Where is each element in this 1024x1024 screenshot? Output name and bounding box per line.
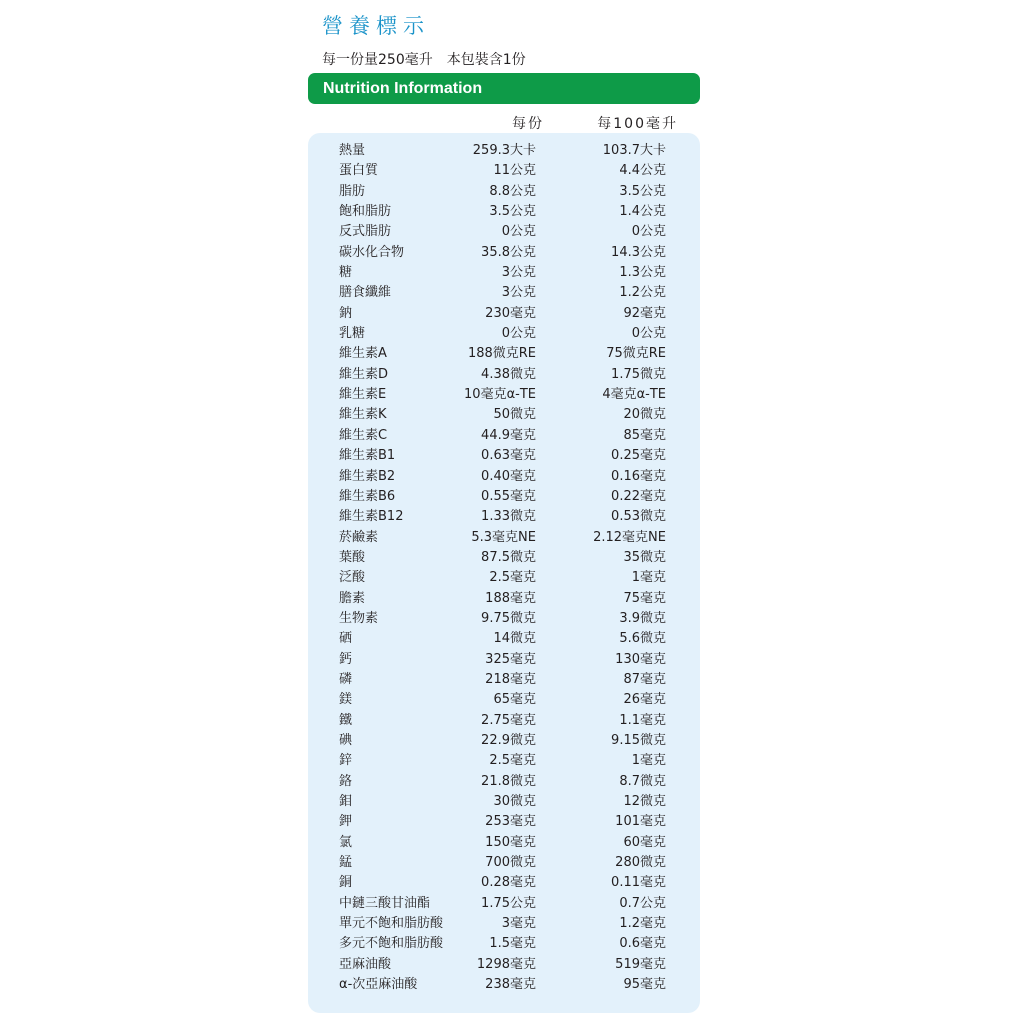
per-100ml-value: 0.22毫克 <box>611 488 666 504</box>
per-serving-value: 1.33微克 <box>481 509 536 525</box>
per-100ml-value: 1.4公克 <box>619 204 666 220</box>
table-row <box>0 528 1024 548</box>
table-row <box>0 344 1024 364</box>
per-serving-value: 3.5公克 <box>489 204 536 220</box>
per-100ml-value: 85毫克 <box>623 427 666 443</box>
nutrient-name: 維生素K <box>339 407 387 423</box>
nutrient-name: 生物素 <box>339 610 379 626</box>
table-row <box>0 243 1024 263</box>
per-100ml-value: 1.1毫克 <box>619 712 666 728</box>
per-100ml-value: 87毫克 <box>623 671 666 687</box>
per-serving-value: 2.5毫克 <box>489 753 536 769</box>
per-100ml-value: 280微克 <box>615 855 666 871</box>
table-row <box>0 690 1024 710</box>
nutrient-name: 磷 <box>339 671 353 687</box>
per-serving-value: 1298毫克 <box>476 956 536 972</box>
nutrient-name: 鈉 <box>339 305 353 321</box>
per-serving-value: 3公克 <box>501 265 536 281</box>
table-row <box>0 853 1024 873</box>
per-serving-value: 11公克 <box>493 163 536 179</box>
table-row <box>0 894 1024 914</box>
table-row <box>0 182 1024 202</box>
table-row <box>0 792 1024 812</box>
per-100ml-value: 8.7微克 <box>619 773 666 789</box>
table-row <box>0 975 1024 995</box>
table-row <box>0 812 1024 832</box>
nutrient-name: 單元不飽和脂肪酸 <box>339 916 444 932</box>
per-serving-value: 0公克 <box>501 224 536 240</box>
per-100ml-value: 3.5公克 <box>619 183 666 199</box>
per-serving-value: 14微克 <box>493 631 536 647</box>
per-100ml-value: 0.11毫克 <box>611 875 666 891</box>
table-row <box>0 283 1024 303</box>
per-100ml-value: 0.7公克 <box>619 895 666 911</box>
per-serving-value: 2.5毫克 <box>489 570 536 586</box>
per-100ml-value: 103.7大卡 <box>602 143 666 158</box>
per-serving-value: 325毫克 <box>485 651 536 667</box>
per-serving-value: 44.9毫克 <box>481 427 536 443</box>
nutrient-name: 膳食纖維 <box>339 285 392 301</box>
nutrient-name: 葉酸 <box>339 549 366 565</box>
nutrient-name: 鉻 <box>339 773 353 789</box>
column-header-per-100ml: 每100毫升 <box>597 116 678 132</box>
per-serving-value: 150毫克 <box>485 834 536 850</box>
nutrition-table <box>0 141 1024 995</box>
per-serving-value: 253毫克 <box>485 814 536 830</box>
column-header-per-serving: 每份 <box>512 116 544 132</box>
nutrient-name: 脂肪 <box>339 183 366 199</box>
per-100ml-value: 0公克 <box>631 224 666 240</box>
table-row <box>0 589 1024 609</box>
per-serving-value: 1.75公克 <box>481 895 536 911</box>
nutrient-name: 菸鹼素 <box>339 529 379 545</box>
per-100ml-value: 130毫克 <box>615 651 666 667</box>
nutrient-name: 反式脂肪 <box>339 224 392 240</box>
table-row <box>0 426 1024 446</box>
per-serving-value: 3公克 <box>501 285 536 301</box>
table-row <box>0 873 1024 893</box>
table-row <box>0 731 1024 751</box>
per-100ml-value: 1.3公克 <box>619 265 666 281</box>
table-row <box>0 772 1024 792</box>
nutrient-name: 泛酸 <box>339 570 366 586</box>
per-serving-value: 22.9微克 <box>481 732 536 748</box>
per-100ml-value: 101毫克 <box>615 814 666 830</box>
nutrient-name: 熱量 <box>339 143 366 158</box>
table-row <box>0 222 1024 242</box>
per-100ml-value: 75微克RE <box>606 346 666 362</box>
per-100ml-value: 1.2公克 <box>619 285 666 301</box>
per-100ml-value: 9.15微克 <box>611 732 666 748</box>
nutrient-name: 維生素A <box>339 346 387 362</box>
table-row <box>0 487 1024 507</box>
nutrient-name: 中鏈三酸甘油酯 <box>339 895 431 911</box>
table-row <box>0 914 1024 934</box>
nutrient-name: 糖 <box>339 265 353 281</box>
table-row <box>0 548 1024 568</box>
nutrient-name: 鉬 <box>339 794 353 809</box>
per-serving-value: 1.5毫克 <box>489 936 536 952</box>
table-row <box>0 405 1024 425</box>
nutrient-name: 鋅 <box>339 753 353 769</box>
per-serving-value: 5.3毫克NE <box>471 529 536 545</box>
nutrient-name: 鈣 <box>339 651 353 667</box>
table-row <box>0 711 1024 731</box>
per-serving-value: 218毫克 <box>485 671 536 687</box>
nutrient-name: 氯 <box>339 834 353 850</box>
per-100ml-value: 5.6微克 <box>619 631 666 647</box>
nutrient-name: 碘 <box>339 732 353 748</box>
table-row <box>0 609 1024 629</box>
nutrient-name: 銅 <box>339 875 353 891</box>
per-100ml-value: 12微克 <box>623 794 666 809</box>
per-100ml-value: 0.53微克 <box>611 509 666 525</box>
serving-size: 每一份量250毫升 <box>322 52 433 68</box>
per-100ml-value: 95毫克 <box>623 977 666 993</box>
table-row <box>0 446 1024 466</box>
per-serving-value: 50微克 <box>493 407 536 423</box>
table-row <box>0 650 1024 670</box>
per-100ml-value: 0.25毫克 <box>611 448 666 464</box>
table-row <box>0 934 1024 954</box>
per-serving-value: 87.5微克 <box>481 549 536 565</box>
nutrient-name: α-次亞麻油酸 <box>339 977 418 993</box>
per-100ml-value: 3.9微克 <box>619 610 666 626</box>
nutrient-name: 維生素B6 <box>339 488 396 504</box>
per-100ml-value: 20微克 <box>623 407 666 423</box>
serving-info <box>322 49 526 69</box>
nutrient-name: 維生素B12 <box>339 509 404 525</box>
per-serving-value: 0.63毫克 <box>481 448 536 464</box>
per-serving-value: 3毫克 <box>501 916 536 932</box>
table-row <box>0 365 1024 385</box>
table-row <box>0 385 1024 405</box>
per-serving-value: 8.8公克 <box>489 183 536 199</box>
per-100ml-value: 4.4公克 <box>619 163 666 179</box>
per-100ml-value: 1毫克 <box>631 753 666 769</box>
per-serving-value: 238毫克 <box>485 977 536 993</box>
per-100ml-value: 60毫克 <box>623 834 666 850</box>
table-row <box>0 507 1024 527</box>
table-row <box>0 324 1024 344</box>
table-row <box>0 568 1024 588</box>
nutrient-name: 蛋白質 <box>339 163 379 179</box>
page-title: 營養標示 <box>322 14 430 38</box>
nutrient-name: 維生素D <box>339 366 389 382</box>
per-serving-value: 35.8公克 <box>481 244 536 260</box>
nutrient-name: 亞麻油酸 <box>339 956 392 972</box>
per-100ml-value: 1毫克 <box>631 570 666 586</box>
nutrient-name: 膽素 <box>339 590 366 606</box>
per-100ml-value: 35微克 <box>623 549 666 565</box>
per-serving-value: 4.38微克 <box>481 366 536 382</box>
nutrient-name: 鉀 <box>339 814 353 830</box>
nutrient-name: 維生素E <box>339 387 387 403</box>
per-100ml-value: 1.75微克 <box>611 366 666 382</box>
per-serving-value: 700微克 <box>485 855 536 871</box>
nutrient-name: 鎂 <box>339 692 353 708</box>
nutrient-name: 硒 <box>339 631 353 647</box>
per-100ml-value: 0公克 <box>631 326 666 342</box>
per-serving-value: 0.28毫克 <box>481 875 536 891</box>
per-serving-value: 0.55毫克 <box>481 488 536 504</box>
table-row <box>0 833 1024 853</box>
per-100ml-value: 519毫克 <box>615 956 666 972</box>
per-serving-value: 188毫克 <box>485 590 536 606</box>
table-row <box>0 670 1024 690</box>
per-serving-value: 65毫克 <box>493 692 536 708</box>
per-100ml-value: 92毫克 <box>623 305 666 321</box>
per-serving-value: 0.40毫克 <box>481 468 536 484</box>
nutrient-name: 錳 <box>339 855 353 871</box>
nutrient-name: 碳水化合物 <box>339 244 405 260</box>
per-serving-value: 30微克 <box>493 794 536 809</box>
per-serving-value: 0公克 <box>501 326 536 342</box>
per-100ml-value: 26毫克 <box>623 692 666 708</box>
per-serving-value: 10毫克α-TE <box>464 387 536 403</box>
table-row <box>0 955 1024 975</box>
nutrient-name: 維生素C <box>339 427 388 443</box>
nutrient-name: 維生素B1 <box>339 448 396 464</box>
per-100ml-value: 14.3公克 <box>611 244 666 260</box>
nutrient-name: 乳糖 <box>339 326 366 342</box>
nutrient-name: 多元不飽和脂肪酸 <box>339 936 444 952</box>
table-row <box>0 304 1024 324</box>
per-serving-value: 230毫克 <box>485 305 536 321</box>
per-serving-value: 21.8微克 <box>481 773 536 789</box>
table-row <box>0 161 1024 181</box>
per-100ml-value: 2.12毫克NE <box>593 529 666 545</box>
nutrient-name: 飽和脂肪 <box>339 204 392 220</box>
per-serving-value: 2.75毫克 <box>481 712 536 728</box>
per-serving-value: 188微克RE <box>467 346 536 362</box>
per-100ml-value: 4毫克α-TE <box>602 387 666 403</box>
table-row <box>0 141 1024 161</box>
per-100ml-value: 75毫克 <box>623 590 666 606</box>
per-100ml-value: 1.2毫克 <box>619 916 666 932</box>
table-row <box>0 263 1024 283</box>
per-serving-value: 259.3大卡 <box>472 143 536 158</box>
table-row <box>0 202 1024 222</box>
table-row <box>0 467 1024 487</box>
nutrient-name: 鐵 <box>339 712 353 728</box>
per-100ml-value: 0.6毫克 <box>619 936 666 952</box>
table-row <box>0 751 1024 771</box>
per-serving-value: 9.75微克 <box>481 610 536 626</box>
table-row <box>0 629 1024 649</box>
nutrient-name: 維生素B2 <box>339 468 396 484</box>
nutrition-banner: Nutrition Information <box>308 73 700 104</box>
per-100ml-value: 0.16毫克 <box>611 468 666 484</box>
servings-per-pack: 本包裝含1份 <box>446 52 526 68</box>
